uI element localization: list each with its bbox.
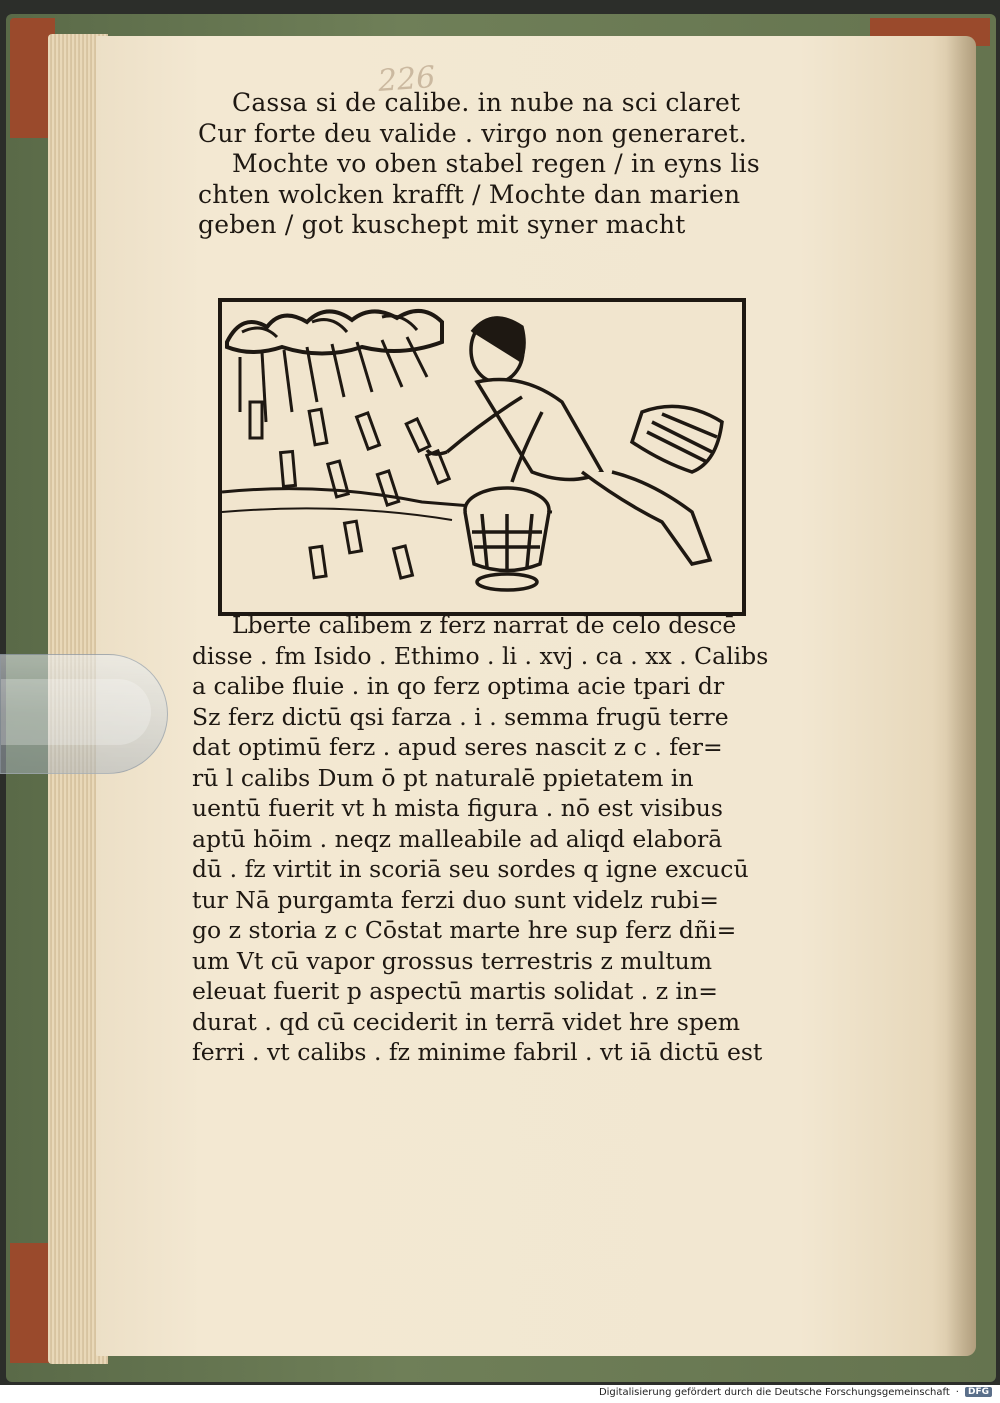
prose-line: uentū fuerit vt h mista figura . nō est visibus — [192, 794, 723, 822]
credit-text: Digitalisierung gefördert durch die Deutsche Forschungsgemeinschaft — [598, 1386, 950, 1398]
prose-line: dat optimū ferz . apud seres nascit z c . fer= — [192, 733, 723, 761]
verse-block — [198, 88, 858, 241]
verse-line: Mochte vo oben stabel regen / in eyns lis — [232, 149, 760, 178]
prose-line: dū . fz virtit in scoriā seu sordes q igne excucū — [192, 855, 749, 883]
prose-line: aptū hōim . neqz malleabile ad aliqd elaborā — [192, 824, 723, 853]
prose-line: rū l calibs Dum ō pt naturalē ppietatem in — [192, 763, 694, 792]
prose-line: disse . fm Isido . Ethimo . li . xvj . ca . xx . Calibs — [192, 641, 769, 670]
prose-line: durat . qd cū ceciderit in terrā videt hre spem — [192, 1007, 741, 1036]
prose-line: Lberte calibem z ferz narrat de celo descē — [232, 611, 737, 639]
prose-line: Sz ferz dictū qsi farza . i . semma frugū terre — [192, 702, 729, 731]
prose-line: a calibe fluie . in qo ferz optima acie tpari dr — [192, 672, 725, 700]
verse-line: chten wolcken krafft / Mochte dan marien — [198, 179, 741, 209]
dfg-logo: DFG — [965, 1387, 992, 1397]
prose-line: go z storia z c Cōstat marte hre sup ferz dñi= — [192, 916, 737, 944]
verse-line: geben / got kuschept mit syner macht — [198, 210, 686, 239]
digitization-credit — [599, 1385, 992, 1399]
prose-line: ferri . vt calibs . fz minime fabril . vt iā dictū est — [192, 1038, 763, 1066]
woodcut-illustration — [218, 298, 746, 616]
prose-block — [192, 610, 862, 1068]
page-holder-clip — [0, 654, 168, 774]
page-gutter-shadow — [946, 36, 976, 1356]
verse-line: Cur forte deu valide . virgo non generaret. — [198, 118, 747, 148]
credit-separator: · — [955, 1386, 959, 1398]
prose-line: um Vt cū vapor grossus terrestris z multum — [192, 946, 713, 975]
clip-highlight — [1, 679, 151, 745]
folio-number: 226 — [376, 60, 437, 99]
prose-line: eleuat fuerit p aspectū martis solidat . z in= — [192, 977, 718, 1005]
prose-line: tur Nā purgamta ferzi duo sunt videlz rubi= — [192, 885, 719, 914]
verse-line: Cassa si de calibe. in nube na sci claret — [232, 88, 741, 117]
woodcut-steel-rain-figure — [222, 302, 734, 604]
